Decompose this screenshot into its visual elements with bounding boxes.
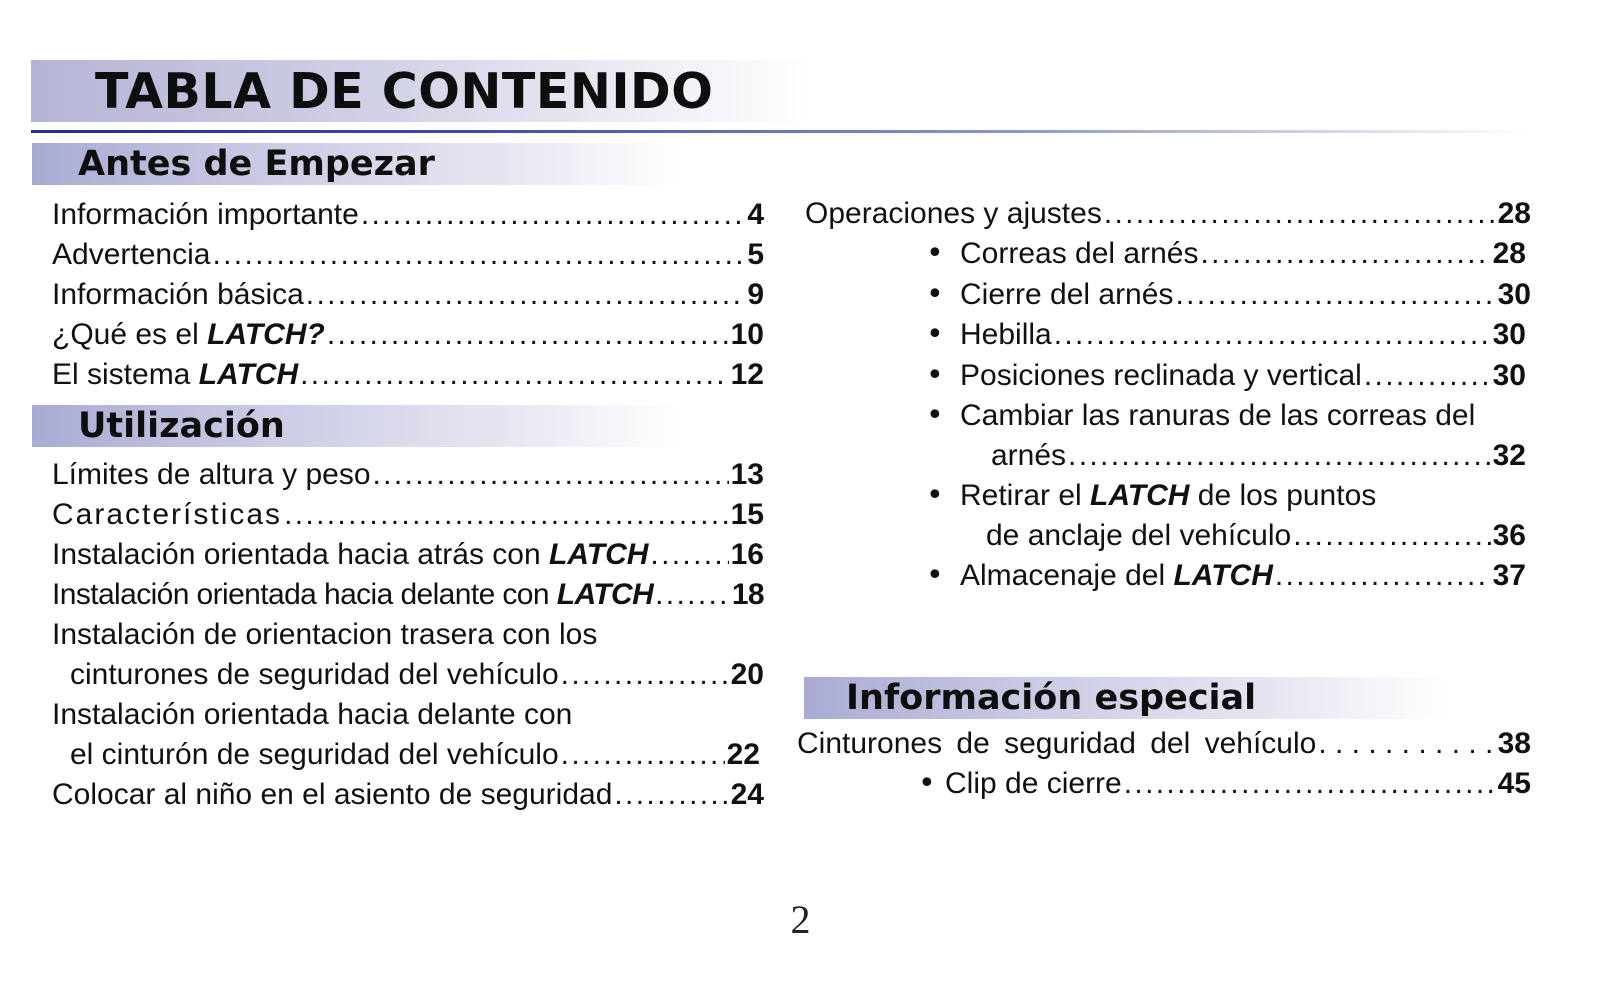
toc-page-number: 5 (747, 238, 764, 271)
dot-leader (300, 355, 728, 395)
dot-leader (655, 575, 730, 615)
toc-entry-cinturones-seguridad[interactable] (797, 724, 1531, 764)
dot-leader (1293, 516, 1490, 556)
toc-page-number: 30 (1492, 359, 1526, 392)
dot-leader (1318, 724, 1495, 764)
dot-leader (361, 195, 746, 235)
bullet-icon: • (926, 398, 944, 433)
toc-page-number: 18 (731, 578, 764, 611)
toc-page-number: 28 (1492, 237, 1526, 270)
dot-leader (561, 655, 729, 695)
toc-entry-label: Clip de cierre (945, 767, 1122, 800)
bullet-icon: • (918, 766, 936, 801)
toc-entry-label: Información importante (52, 198, 359, 231)
toc-page-number: 24 (730, 778, 764, 811)
toc-entry-posiciones[interactable] (960, 356, 1526, 396)
dot-leader (1104, 194, 1496, 234)
toc-entry-informacion-importante[interactable] (52, 195, 764, 235)
bullet-icon: • (926, 478, 944, 513)
latch-emphasis: LATCH (1090, 479, 1190, 512)
dot-leader (614, 775, 728, 815)
dot-leader (327, 315, 729, 355)
toc-entry-label: el cinturón de seguridad del vehículo (70, 738, 559, 771)
toc-entry-limites[interactable] (52, 455, 764, 495)
toc-page-number: 20 (730, 658, 764, 691)
section-heading-utilizacion: Utilización (78, 406, 285, 446)
toc-page-number: 12 (730, 358, 764, 391)
section-heading-antes: Antes de Empezar (78, 144, 435, 184)
dot-leader (1124, 764, 1496, 804)
toc-entry-trasera-cinturones[interactable] (70, 655, 764, 695)
toc-entry-cierre-arnes[interactable] (960, 275, 1531, 315)
toc-page-number: 36 (1492, 519, 1526, 552)
toc-entry-cambiar-ranuras-line1[interactable]: Cambiar las ranuras de las correas del (960, 399, 1476, 432)
toc-entry-label: Cierre del arnés (960, 278, 1174, 311)
toc-entry-label: arnés (991, 439, 1067, 472)
toc-entry-delante-cinturon[interactable] (70, 735, 760, 775)
toc-entry-operaciones[interactable] (805, 194, 1531, 234)
dot-leader (650, 535, 728, 575)
toc-page-number: 37 (1492, 559, 1526, 592)
toc-entry-label: Operaciones y ajustes (805, 197, 1102, 230)
dot-leader (284, 495, 729, 535)
toc-entry-label: Cinturones de seguridad del vehículo (797, 727, 1317, 760)
dot-leader (1068, 436, 1491, 476)
toc-entry-label: de anclaje del vehículo (986, 519, 1292, 552)
toc-entry-label: cinturones de seguridad del vehículo (70, 658, 559, 691)
toc-entry-correas[interactable] (960, 234, 1526, 274)
toc-entry-label: Posiciones reclinada y vertical (960, 359, 1362, 392)
bullet-icon: • (926, 558, 944, 593)
toc-entry-label: Límites de altura y peso (52, 458, 371, 491)
latch-emphasis: LATCH (1173, 559, 1273, 592)
toc-page-number: 30 (1492, 318, 1526, 351)
toc-entry-label: Correas del arnés (960, 237, 1199, 270)
bullet-icon: • (926, 358, 944, 393)
dot-leader (1200, 234, 1490, 274)
title-divider (31, 130, 1531, 133)
bullet-icon: • (926, 236, 944, 271)
footer-page-number: 2 (790, 897, 811, 942)
toc-page-number: 13 (730, 458, 764, 491)
toc-entry-que-es-latch[interactable] (52, 315, 764, 355)
toc-entry-advertencia[interactable] (52, 235, 764, 275)
toc-entry-label: Advertencia (52, 238, 211, 271)
dot-leader (306, 275, 746, 315)
bullet-icon: • (926, 317, 944, 352)
dot-leader (1175, 275, 1495, 315)
toc-entry-caracteristicas[interactable] (52, 495, 764, 535)
toc-entry-hebilla[interactable] (960, 315, 1526, 355)
latch-emphasis: LATCH (556, 578, 654, 611)
toc-page-number: 28 (1497, 197, 1531, 230)
page-title: TABLA DE CONTENIDO (95, 63, 714, 120)
toc-entry-el-sistema-latch[interactable] (52, 355, 764, 395)
toc-entry-instalacion-atras-latch[interactable] (52, 535, 764, 575)
dot-leader (1275, 556, 1491, 596)
toc-entry-label: Colocar al niño en el asiento de seguridad (52, 778, 613, 811)
toc-entry-label: Hebilla (960, 318, 1052, 351)
latch-emphasis: LATCH? (207, 318, 325, 351)
toc-entry-clip-cierre[interactable] (945, 764, 1531, 804)
toc-entry-label: ¿Qué es el LATCH? (52, 318, 325, 351)
dot-leader (1364, 356, 1491, 396)
toc-entry-label: El sistema LATCH (52, 358, 299, 391)
toc-page-number: 22 (726, 738, 760, 771)
toc-entry-label: Instalación orientada hacia delante con LATCH (52, 578, 654, 611)
toc-entry-trasera-cinturones-line1[interactable]: Instalación de orientacion trasera con los (52, 618, 598, 651)
bullet-icon: • (926, 277, 944, 312)
toc-page-number: 16 (730, 538, 764, 571)
latch-emphasis: LATCH (548, 538, 649, 571)
toc-page-number: 10 (730, 318, 764, 351)
toc-entry-label: Características (52, 498, 283, 531)
toc-entry-label: Información básica (52, 278, 304, 311)
toc-page-number: 32 (1492, 439, 1526, 472)
toc-entry-retirar-latch-line1[interactable]: Retirar el LATCH de los puntos (960, 479, 1377, 512)
toc-entry-cambiar-ranuras[interactable] (991, 436, 1526, 476)
dot-leader (561, 735, 725, 775)
toc-page-number: 4 (747, 198, 764, 231)
dot-leader (1054, 315, 1491, 355)
toc-entry-informacion-basica[interactable] (52, 275, 764, 315)
toc-page-number: 30 (1497, 278, 1531, 311)
latch-emphasis: LATCH (198, 358, 299, 391)
toc-page-number: 45 (1497, 767, 1531, 800)
toc-entry-almacenaje-latch[interactable] (960, 556, 1526, 596)
toc-entry-colocar-nino[interactable] (52, 775, 764, 815)
dot-leader (212, 235, 745, 275)
toc-entry-retirar-latch[interactable] (986, 516, 1526, 556)
dot-leader (373, 455, 729, 495)
toc-entry-label: Instalación orientada hacia atrás con LATCH (52, 538, 649, 571)
toc-page-number: 9 (747, 278, 764, 311)
toc-page-number: 15 (730, 498, 764, 531)
toc-entry-instalacion-delante-latch[interactable] (52, 575, 764, 615)
toc-entry-label: Almacenaje del LATCH (960, 559, 1273, 592)
toc-page-number: 38 (1497, 727, 1531, 760)
section-heading-especial: Información especial (846, 678, 1257, 718)
toc-entry-delante-cinturon-line1[interactable]: Instalación orientada hacia delante con (52, 698, 573, 731)
